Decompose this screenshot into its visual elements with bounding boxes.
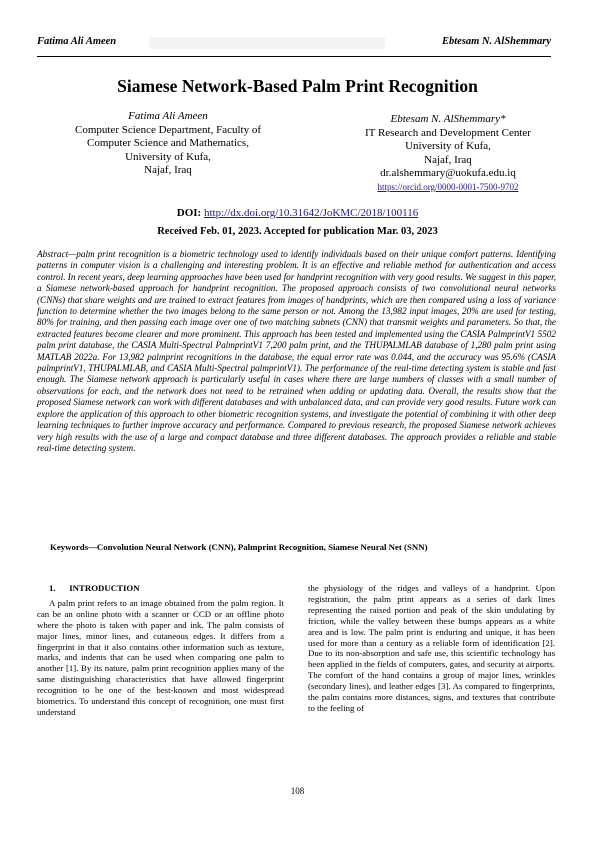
author-block-2 bbox=[340, 113, 556, 181]
section-number: 1. bbox=[49, 583, 56, 593]
header-divider bbox=[37, 56, 551, 57]
body-paragraph: A palm print refers to an image obtained from the palm region. It can be an online photo with a scanner or CCD or an offline photo where the photo is taken with paper and ink. The palm consists of major lines, minor lines, and cutaneous edges. It differs from a fingerprint in that it also contains other information such as texture, marks, and indents that can be used when comparing one palm to another [1]. By its nature, palm print recognition applies many of the same distinguishing characteristics that have allowed fingerprint recognition to be one of the best-known and most widespread biometrics. To understand this concept of recognition, one must first understand bbox=[37, 597, 284, 717]
keywords: Keywords—Convolution Neural Network (CNN), Palmprint Recognition, Siamese Neural Net (SNN) bbox=[50, 542, 428, 552]
author-block-1 bbox=[60, 110, 276, 178]
header-right-author: Ebtesam N. AlShemmary bbox=[442, 36, 551, 47]
doi-link[interactable]: http://dx.doi.org/10.31642/JoKMC/2018/100116 bbox=[203, 207, 419, 219]
author-email[interactable]: dr.alshemmary@uokufa.edu.iq bbox=[380, 167, 516, 179]
header-left-author: Fatima Ali Ameen bbox=[37, 36, 117, 47]
author-city: Najaf, Iraq bbox=[424, 153, 472, 166]
doi-line bbox=[0, 207, 595, 219]
running-header bbox=[37, 36, 551, 52]
abstract: Abstract—palm print recognition is a biometric technology used to identify individuals based on their unique comfort patterns. Identifying patterns in computer vision is a challenging and interesting problem. It is an effective and reliable method for authentication and access control. In recent years, deep learning approaches have been used for handprint recognition with very good results. We suggest in this paper, a Siamese network-based approach for handprint recognition. The proposed approach consists of two convolutional neural networks (CNNs) that share weights and are trained to extract features from images of handprints, which are then compared using a loss of variance function to determine whether the two images belong to the same person or not. Among the 13,982 input images, 20% are used for testing, 80% for training, and then passing each image over one of two matching subnets (CNN) that transmit weights and parameters. So that, the extracted features become clearer and more prominent. This approach has been tested and implemented using the CASIA PalmprintV1 5502 palm print database, the CASIA Multi-Spectral PalmprintV1 7,200 palm print, and the THUPALMLAB database of 1,280 palm print using MATLAB 2022a. For 13,982 palmprint recognitions in the database, the equal error rate was 0.044, and the accuracy was 95.6% (CASIA palmprintV1, THUPALMLAB, and CASIA Multi-Spectral palmprintV1). The performance of the real-time detecting system is stable and fast enough. The Siamese network approach is particularly useful in cases where there are large numbers of classes with a small number of observations for each, and the network does not need to be retrained when adding or updating data. Overall, the results show that the proposed Siamese network can work with different databases and with unbalanced data, and can provide very good results. Future work can explore the application of this approach to other biometric recognition systems, and investigate the potential of combining it with other deep learning techniques to further improve accuracy and performance. Compared to previous research, the proposed Siamese network achieves very high results with the use of a large and compact database and three different databases. The approach provides a reliable and stable real-time detecting system. bbox=[37, 249, 556, 453]
author-department: Computer Science Department, Faculty of Computer Science and Mathematics, bbox=[74, 123, 262, 149]
author-name: Ebtesam N. AlShemmary* bbox=[390, 113, 506, 125]
received-date: Received Feb. 01, 2023. Accepted for publication Mar. 03, 2023 bbox=[157, 226, 438, 237]
author-university: University of Kufa, bbox=[125, 150, 211, 163]
body-paragraph: the physiology of the ridges and valleys of a handprint. Upon registration, the palm print appears as a series of dark lines representing the raised portion and peak of the skin undulating by friction, while the valley between these bumps appears as a white area and is low. The palm print is enduring and unique, it has been used for more than a century as a reliable form of identification [2]. Due to its non-absorption and safe use, this scientific technology has been applied in the fields of computers, gates, and security at airports. The comfort of the hand contains a group of major lines, wrinkles (secondary lines), and leather edges [3]. As compared to fingerprints, the palm contains more distances, signs, and textures that contribute to the feeling of bbox=[308, 583, 555, 713]
orcid-link[interactable]: https://orcid.org/0000-0001-7500-9702 bbox=[377, 182, 519, 192]
section-title: INTRODUCTION bbox=[69, 583, 140, 593]
page-number: 108 bbox=[290, 786, 305, 796]
header-shading bbox=[149, 37, 385, 49]
author-city: Najaf, Iraq bbox=[144, 164, 192, 176]
section-heading bbox=[49, 583, 284, 594]
author-university: University of Kufa, bbox=[405, 140, 491, 152]
author-department: IT Research and Development Center bbox=[365, 126, 531, 139]
paper-title: Siamese Network-Based Palm Print Recognition bbox=[117, 76, 478, 96]
body-column-right bbox=[308, 583, 555, 714]
author-name: Fatima Ali Ameen bbox=[128, 110, 208, 122]
body-column-left bbox=[37, 583, 284, 718]
doi-label: DOI: bbox=[176, 207, 202, 219]
